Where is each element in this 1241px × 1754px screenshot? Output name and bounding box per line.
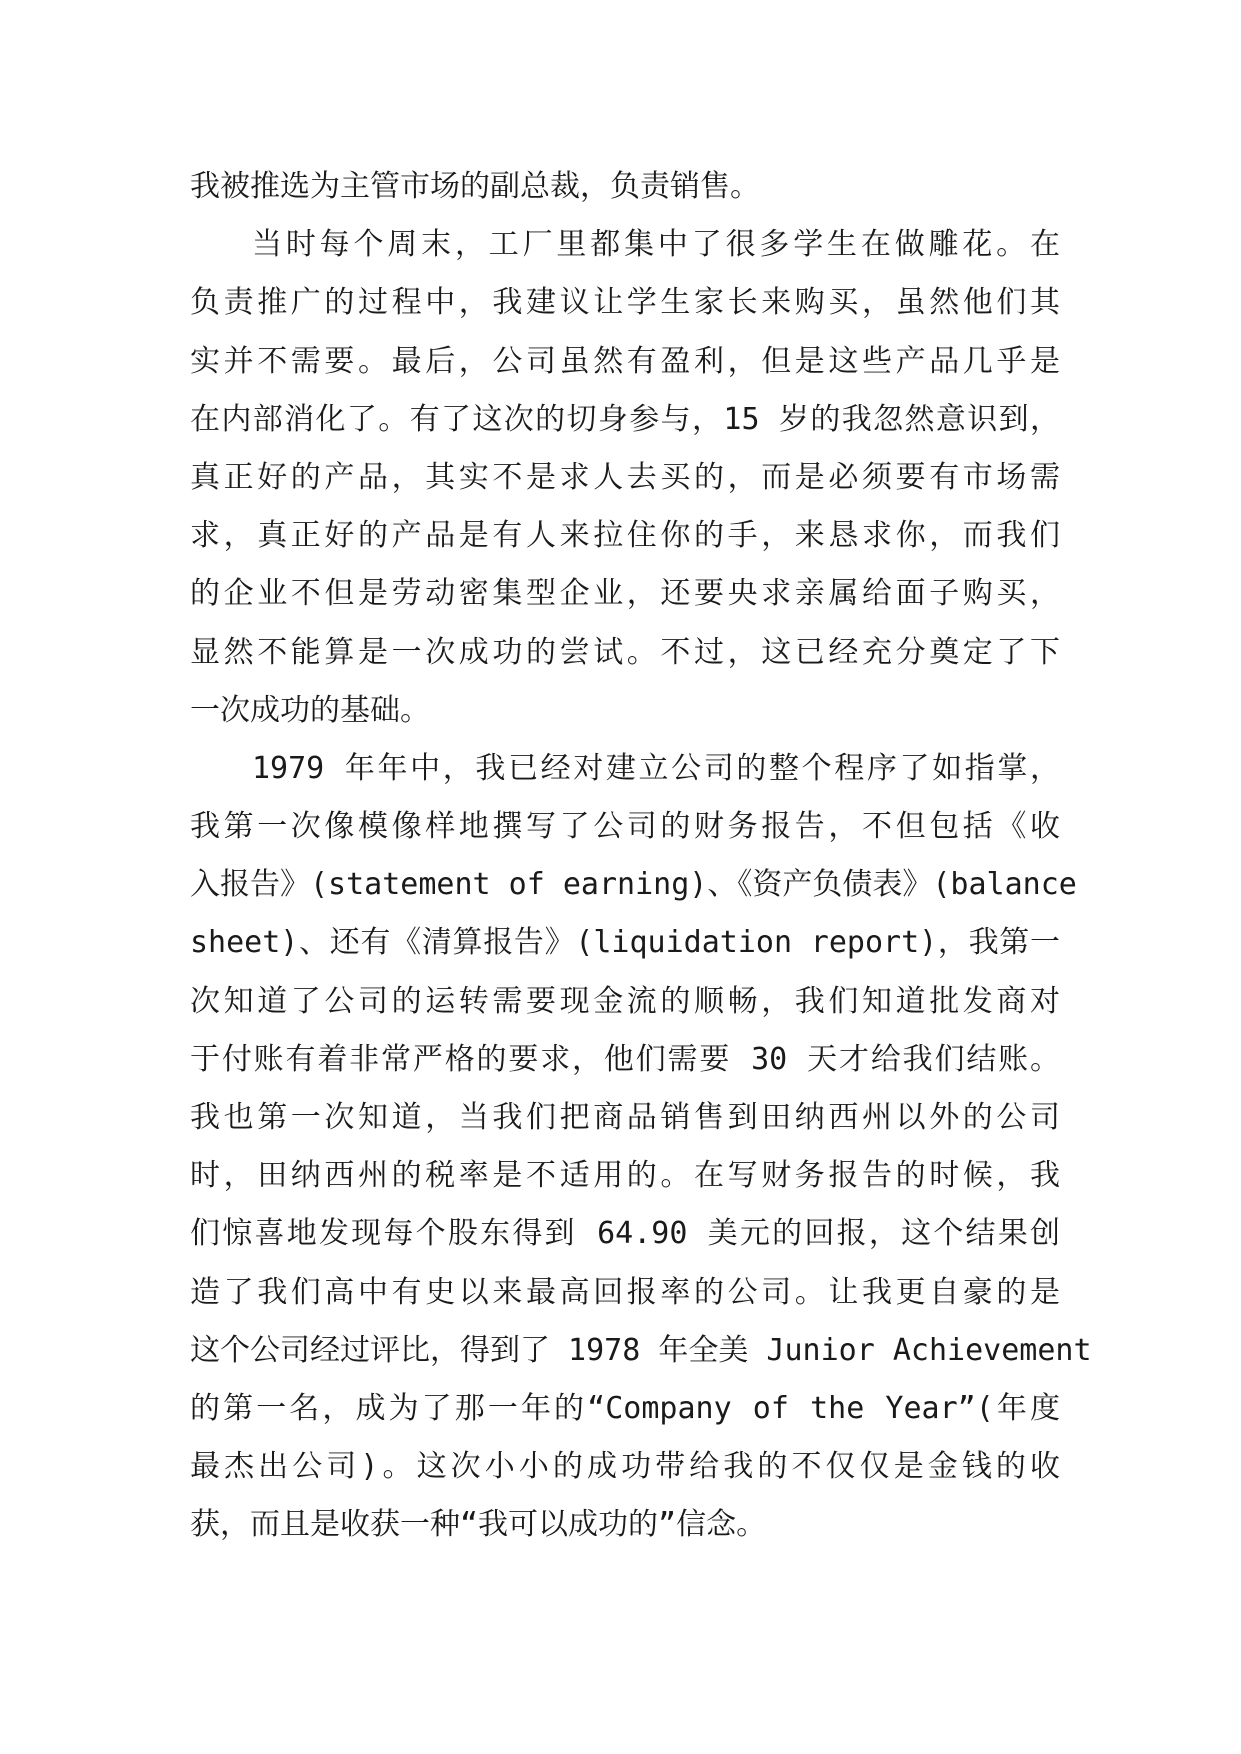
text-line: 造了我们高中有史以来最高回报率的公司。让我更自豪的是 — [190, 1274, 1060, 1310]
text-line: 显然不能算是一次成功的尝试。不过，这已经充分奠定了下 — [190, 634, 1060, 670]
text-line: 1979 年年中，我已经对建立公司的整个程序了如指掌， — [252, 750, 1060, 786]
text-line: 于付账有着非常严格的要求，他们需要 30 天才给我们结账。 — [190, 1041, 1060, 1077]
text-line: 的第一名，成为了那一年的“Company of the Year”(年度 — [190, 1390, 1060, 1426]
text-line: 这个公司经过评比，得到了 1978 年全美 Junior Achievement — [190, 1332, 1092, 1368]
text-line: 的企业不但是劳动密集型企业，还要央求亲属给面子购买， — [190, 576, 1060, 612]
text-line: 时，田纳西州的税率是不适用的。在写财务报告的时候，我 — [190, 1158, 1060, 1194]
text-line: 负责推广的过程中，我建议让学生家长来购买，虽然他们其 — [190, 285, 1060, 321]
text-line: 在内部消化了。有了这次的切身参与，15 岁的我忽然意识到， — [190, 401, 1060, 437]
text-line: 们惊喜地发现每个股东得到 64.90 美元的回报，这个结果创 — [190, 1216, 1060, 1252]
text-line: sheet)、还有《清算报告》(liquidation report)，我第一 — [190, 925, 1060, 961]
text-line: 入报告》(statement of earning)、《资产负债表》(balance — [190, 867, 1077, 903]
text-line: 一次成功的基础。 — [190, 692, 430, 728]
text-line: 次知道了公司的运转需要现金流的顺畅，我们知道批发商对 — [190, 983, 1060, 1019]
text-line: 求，真正好的产品是有人来拉住你的手，来恳求你，而我们 — [190, 518, 1060, 554]
body-text — [190, 158, 1092, 1555]
text-line: 我第一次像模像样地撰写了公司的财务报告，不但包括《收 — [190, 809, 1060, 845]
text-line: 获，而且是收获一种“我可以成功的”信念。 — [190, 1507, 767, 1543]
text-line: 最杰出公司)。这次小小的成功带给我的不仅仅是金钱的收 — [190, 1449, 1060, 1485]
text-line: 当时每个周末，工厂里都集中了很多学生在做雕花。在 — [252, 227, 1060, 263]
text-line: 我被推选为主管市场的副总裁，负责销售。 — [190, 169, 760, 204]
text-line: 真正好的产品，其实不是求人去买的，而是必须要有市场需 — [190, 459, 1060, 495]
text-line: 实并不需要。最后，公司虽然有盈利，但是这些产品几乎是 — [190, 343, 1060, 379]
text-line: 我也第一次知道，当我们把商品销售到田纳西州以外的公司 — [190, 1100, 1060, 1135]
